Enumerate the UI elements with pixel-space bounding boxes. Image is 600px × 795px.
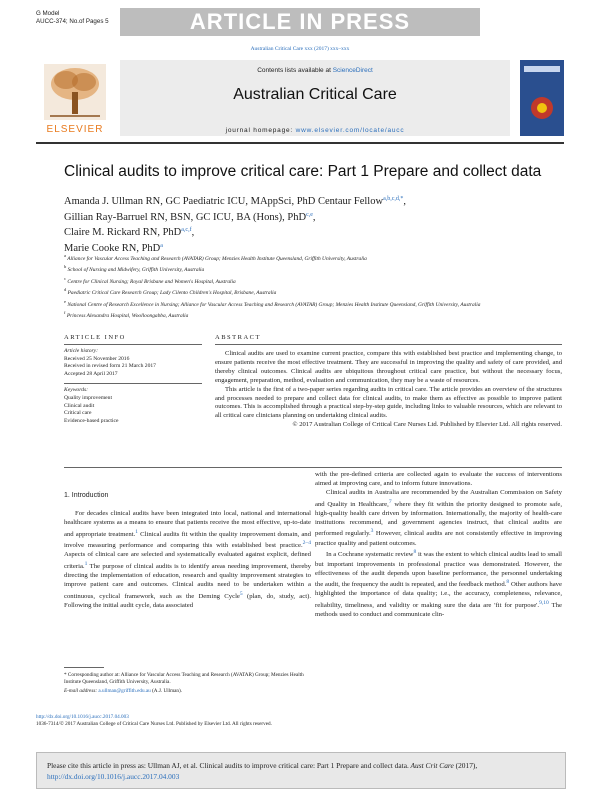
model-line: G Model — [36, 10, 60, 17]
author-affiliation-marks[interactable]: a,b,c,d,* — [383, 196, 404, 202]
reference-link[interactable]: 3 — [370, 528, 374, 535]
affiliation-label: b — [64, 264, 67, 270]
affiliation-text: Paediatric Critical Care Research Group; Lady Cilento Children's Hospital, Brisbane, Australia — [67, 289, 277, 296]
journal-name: Australian Critical Care — [233, 86, 397, 103]
affiliation-text: Princess Alexandra Hospital, Woolloongabba, Australia — [66, 312, 189, 319]
author-name: Claire M. Rickard RN, PhD — [64, 227, 182, 238]
corresponding-author-note: * Corresponding author at: Alliance for Vascular Access Teaching and Research (AVATAR) Group; Menzies Health Institute Queensland, Griffith University, Australia. — [64, 672, 304, 686]
keywords-label: Keywords: — [64, 387, 89, 394]
article-info-panel — [64, 348, 202, 425]
masthead-center — [120, 60, 510, 136]
homepage-link[interactable]: www.elsevier.com/locate/aucc — [295, 127, 405, 134]
author-name: Marie Cooke RN, PhD — [64, 242, 161, 254]
history-revised: Received in revised form 21 March 2017 — [64, 363, 156, 370]
text-run: (plan, do, study, act). Following the initial audit cycle, data associated — [64, 592, 311, 609]
abstract-body — [215, 350, 562, 430]
reference-link[interactable]: 1 — [84, 560, 88, 567]
contents-prefix: Contents lists available at — [257, 67, 333, 74]
body-left-column — [64, 491, 311, 610]
affiliation-label: c — [64, 275, 66, 281]
issn-line: 1036-7314/© 2017 Australian College of Critical Care Nurses Ltd. Published by Elsevier Ltd. All rights reserved. — [36, 721, 272, 728]
citation-text — [47, 760, 557, 782]
text-run: Clinical audits fit within the quality improvement domain, and involve measuring performance and comparing this with established best practice. — [64, 530, 311, 550]
body-paragraph — [315, 488, 562, 548]
affiliation-text: Centre for Clinical Nursing; Royal Brisbane and Women's Hospital, Australia — [67, 278, 236, 285]
text-run: The purpose of clinical audits is to identify areas needing improvement, thereby directing the implementation of education, research and quality improvement strategies to improve patient care and outcomes. Clinical audits need to be undertaken within a continuous, cyclical framework, such as the Deming Cycle — [64, 562, 311, 600]
article-in-press-banner: ARTICLE IN PRESS — [120, 8, 480, 36]
affiliation-text: Alliance for Vascular Access Teaching and Research (AVATAR) Group; Menzies Health Institute Queensland, Griffith University, Australia — [67, 255, 367, 262]
affiliation-label: a — [64, 253, 66, 258]
citation-doi-link[interactable]: http://dx.doi.org/10.1016/j.aucc.2017.04.003 — [47, 772, 180, 781]
masthead-rule — [36, 142, 564, 144]
author-3 — [64, 224, 406, 240]
doi-link[interactable]: http://dx.doi.org/10.1016/j.aucc.2017.04.003 — [36, 714, 129, 720]
affiliation — [64, 263, 504, 274]
abstract-paragraph-2: This article is the first of a two-paper series regarding audits in critical care. The article provides an overview of the structures and processes needed to prepare and collect data for clinical audits, to make them as effective as possible to improve patient outcomes. This is accomplished through a practical step-by-step guide, including links to valuable resources, which are relevant to all critical care clinicians planning on undertaking clinical audits. — [215, 385, 562, 420]
abstract-paragraph-1: Clinical audits are used to examine current practice, compare this with established best practice and implementing change, to ensure patients receive the most effective treatment. They are successful in improving the quality and safety of care provided, and thereby clinical outcomes. Clinical audits are ubiquitous throughout critical care practice, but without the necessary focus, engagement, preparation, method, evaluation and communication, they may be a waste of resources. — [215, 350, 562, 384]
publisher-name: ELSEVIER — [46, 124, 104, 135]
doi-block — [36, 714, 556, 728]
author-affiliation-marks[interactable]: a,c,f — [181, 227, 192, 233]
abstract-rule — [215, 344, 562, 345]
history-label: Article history: — [64, 348, 99, 354]
text-run: Aspects of clinical care are selected and systematically evaluated against explicit, defined criteria. — [64, 551, 311, 570]
reference-link[interactable]: 1 — [135, 528, 139, 535]
reference-link[interactable]: 5 — [239, 590, 243, 597]
journal-masthead — [36, 56, 564, 140]
author-affiliation-marks[interactable]: c,e — [306, 211, 313, 218]
affiliation-label: f — [64, 309, 66, 315]
affiliation-label: e — [64, 298, 66, 304]
text-run: it was the extent to which clinical audits lead to small but important improvements in professional practice was demonstrated. However, the effectiveness of the audit depends upon baseline performance, the personnel undertaking the audit, the frequency the audit is repeated, and the feedback method. — [315, 551, 562, 589]
keyword: Critical care — [64, 410, 92, 417]
text-run: However, clinical audits are not consistently effective in improving practice quality and patient outcomes. — [315, 530, 562, 547]
author-separator: , — [312, 211, 316, 223]
author-2 — [64, 209, 406, 225]
journal-cover-image — [520, 60, 564, 136]
cover-artwork-icon — [520, 60, 564, 136]
author-1 — [64, 193, 406, 209]
affiliation-text: National Centre of Research Excellence in Nursing; Alliance for Vascular Access Teaching and Research (AVATAR) Group; Menzies Health Institute Queensland, Griffith University, Australia — [67, 301, 481, 308]
abstract-heading: ABSTRACT — [215, 334, 261, 341]
keyword: Quality improvement — [64, 394, 113, 401]
body-paragraph — [315, 548, 562, 619]
text-run: For decades clinical audits have been integrated into local, national and international healthcare systems as a means to ensure that patients receive the most effective, up-to-date and appropriate treatment. — [64, 510, 311, 538]
email-label: E-mail address: — [64, 688, 99, 695]
author-affiliation-marks[interactable]: a — [160, 242, 163, 249]
homepage-line — [120, 127, 510, 134]
elsevier-logo — [36, 62, 114, 136]
intro-paragraph — [64, 509, 311, 610]
info-divider — [64, 383, 202, 384]
author-list — [64, 193, 406, 255]
history-received: Received 25 November 2016 — [64, 355, 130, 362]
text-run: where they fit within the priority designed to promote safe, high-quality health care driven by information. Internationally, the majority of health-care institutions recommend, and government agencies instruct, that clinical audits are performed regularly. — [315, 500, 563, 538]
elsevier-tree-icon — [36, 62, 114, 122]
citation-journal: Aust Crit Care — [408, 761, 454, 770]
affiliation — [64, 286, 504, 297]
affiliation-text: School of Nursing and Midwifery, Griffith University, Australia — [67, 267, 205, 274]
affiliation — [64, 252, 504, 263]
reference-link[interactable]: 9,10 — [539, 599, 549, 606]
affiliation — [64, 298, 504, 309]
journal-citation-link[interactable]: Australian Critical Care xxx (2017) xxx–xxx — [250, 46, 350, 52]
author-name: Amanda J. Ullman RN, GC Paediatric ICU, MAppSci, PhD Centaur Fellow — [64, 196, 384, 207]
text-run: In a Cochrane systematic review — [326, 551, 414, 559]
reference-link[interactable]: 2–4 — [302, 540, 311, 547]
body-right-column — [315, 470, 562, 619]
body-paragraph: with the pre-defined criteria are collected again to evaluate the success of interventions aimed at improving care, and to inform future innovations. — [315, 471, 562, 488]
keyword: Clinical audit — [64, 402, 95, 409]
text-run: The methods used to conduct and communicate clin- — [315, 601, 562, 619]
email-line — [64, 688, 311, 695]
footnote-rule — [64, 667, 104, 668]
author-name: Gillian Ray-Barruel RN, BSN, GC ICU, BA (Hons), PhD — [64, 211, 307, 223]
text-run: Other authors have highlighted the importance of data quality; i.e., the accuracy, completeness, relevance, reliability, timeliness, and validity or making sure the data are 'fit for purpose'. — [315, 581, 562, 609]
citation-prefix: Please cite this article in press as: Ullman AJ, et al. Clinical audits to improve critical care: Part 1 Prepare and collect data. — [47, 761, 409, 770]
text-run: Clinical audits in Australia are recommended by the Australian Commission on Safety and Quality in Healthcare, — [315, 489, 562, 508]
citation-year: (2017), — [453, 761, 478, 770]
abstract-copyright: © 2017 Australian College of Critical Care Nurses Ltd. Published by Elsevier Ltd. All rights reserved. — [292, 421, 562, 429]
article-title: Clinical audits to improve critical care: Part 1 Prepare and collect data — [64, 163, 542, 180]
history-accepted: Accepted 28 April 2017 — [64, 370, 118, 377]
sciencedirect-link[interactable]: ScienceDirect — [332, 67, 373, 74]
homepage-prefix: journal homepage: — [225, 127, 296, 134]
keyword: Evidence-based practice — [64, 417, 119, 424]
reference-link[interactable]: 8 — [413, 549, 417, 556]
affiliation-list — [64, 252, 504, 320]
affiliation — [64, 309, 504, 320]
footnote-rule-wrap — [64, 667, 104, 668]
reference-link[interactable]: 7 — [388, 498, 392, 505]
citation-box — [36, 752, 566, 789]
author-separator: , — [191, 227, 195, 238]
article-info-heading: ARTICLE INFO — [64, 334, 126, 341]
email-suffix: (A.J. Ullman). — [150, 688, 183, 695]
reference-link[interactable]: 8 — [506, 578, 510, 585]
affiliation-label: d — [64, 287, 67, 293]
footnotes — [64, 672, 311, 696]
contents-line — [120, 67, 510, 74]
email-link[interactable]: a.ullman@griffith.edu.au — [98, 688, 151, 695]
section-heading-introduction: 1. Introduction — [64, 492, 109, 499]
running-header — [36, 10, 109, 26]
abstract-bottom-rule — [64, 467, 562, 468]
issue-line: AUCC-374; No.of Pages 5 — [36, 18, 109, 25]
article-info-rule — [64, 344, 202, 345]
affiliation — [64, 275, 504, 286]
author-separator: , — [403, 196, 407, 207]
